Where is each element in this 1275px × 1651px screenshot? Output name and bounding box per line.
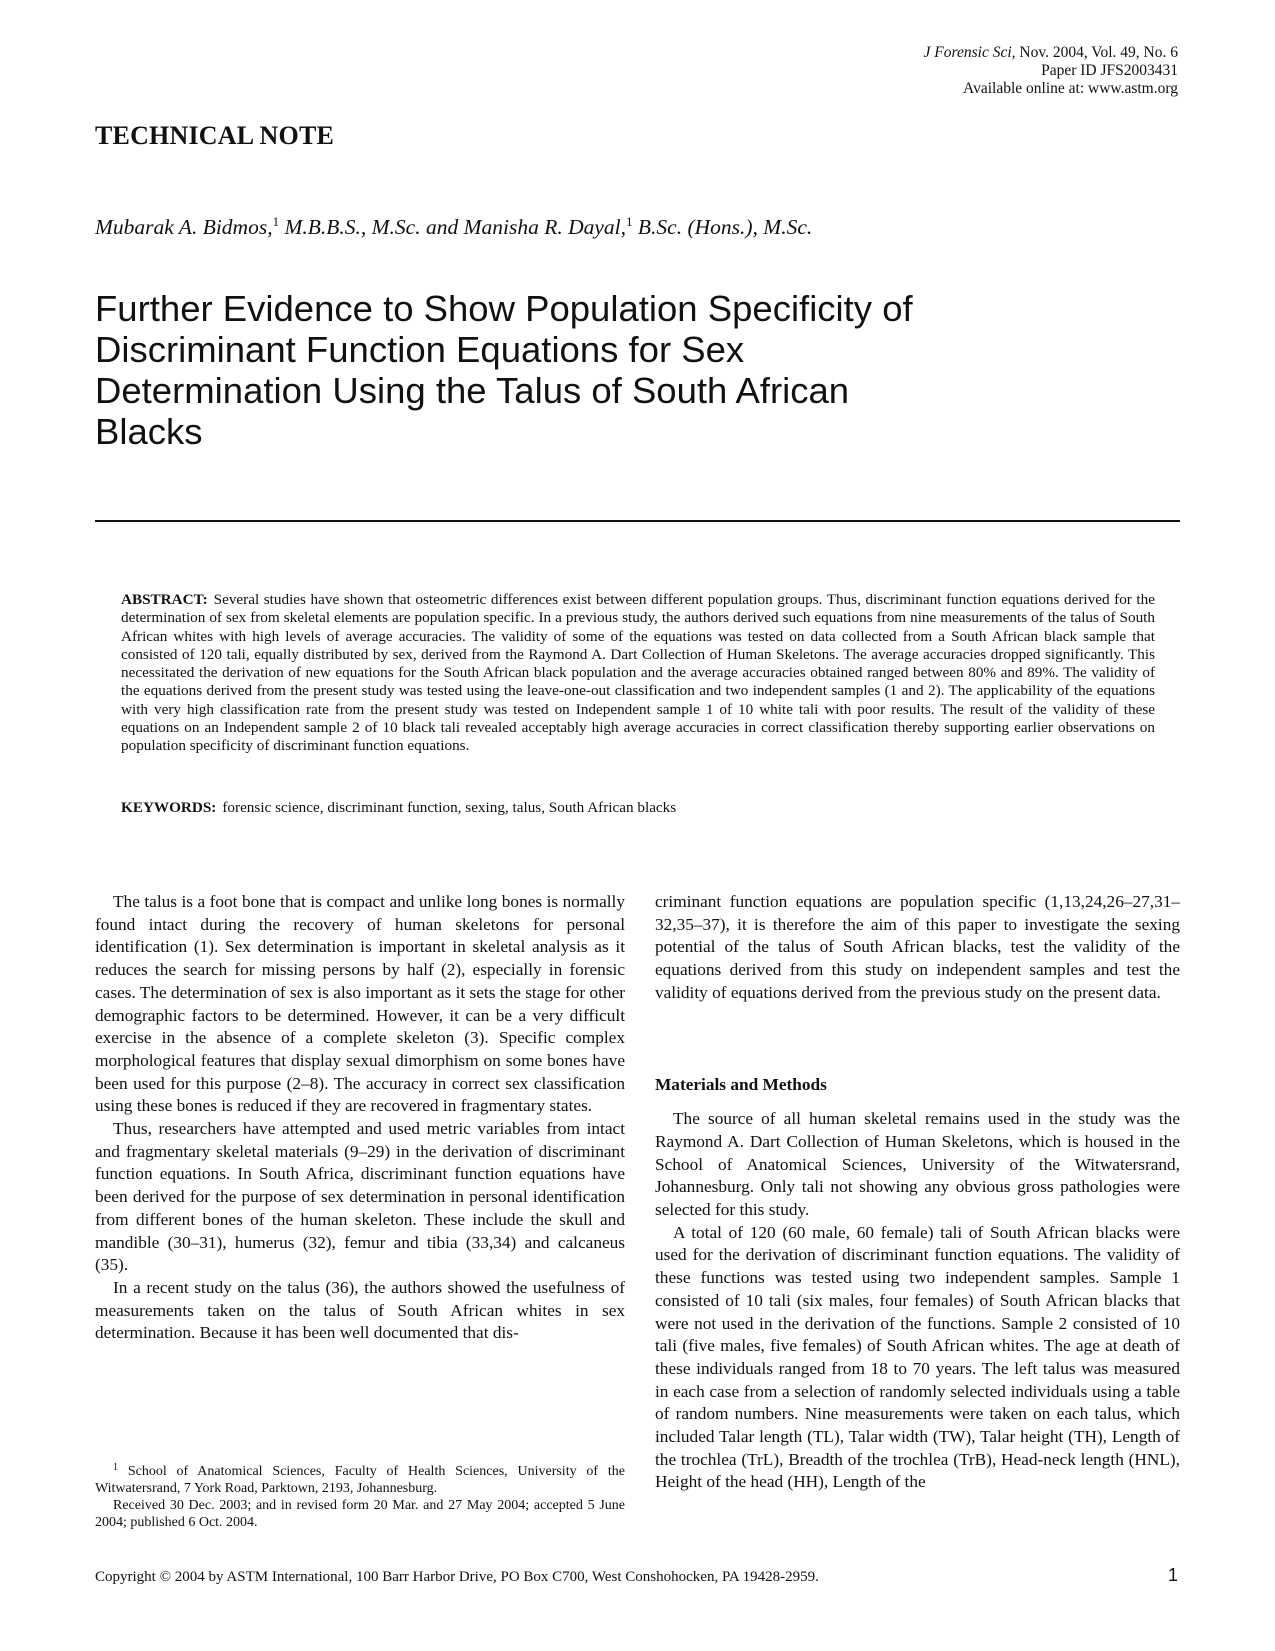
- copyright-line: Copyright © 2004 by ASTM International, 100 Barr Harbor Drive, PO Box C700, West Conshohocken, PA 19428-2959.: [95, 1569, 819, 1585]
- online-availability: Available online at: www.astm.org: [963, 80, 1178, 97]
- paper-id: Paper ID JFS2003431: [1041, 62, 1178, 79]
- journal-name: J Forensic Sci,: [923, 44, 1016, 61]
- body-paragraph-continued: criminant function equations are population specific (1,13,24,26–27,31–32,35–37), it is therefore the aim of this paper to investigate the sexing potential of the talus of South African blacks, test the validity of the equations derived from this study on independent samples and test the validity of equations derived from the previous study on the present data.: [655, 892, 1180, 1002]
- page-number: 1: [1167, 1565, 1178, 1585]
- body-column-right: [655, 891, 1180, 1494]
- affiliation-text: School of Anatomical Sciences, Faculty of Health Sciences, University of the Witwatersrand, 7 York Road, Parktown, 2193, Johannesburg.: [95, 1464, 625, 1496]
- abstract-text: Several studies have shown that osteometric differences exist between different population groups. Thus, discriminant function equations derived for the determination of sex from skeletal elements are population specific. In a previous study, the authors derived such equations from nine measurements of the talus of South African whites with high levels of average accuracies. The validity of some of the equations was tested on data collected from a South African black sample that consisted of 120 tali, equally distributed by sex, derived from the Raymond A. Dart Collection of Human Skeletons. The average accuracies dropped significantly. This necessitated the derivation of new equations for the South African black population and the average accuracies obtained ranged between 80% and 89%. The validity of the equations derived from the present study was tested using the leave-one-out classification and two independent samples (1 and 2). The applicability of the equations with very high classification rate from the present study was tested on Independent sample 1 of 10 white tali with poor results. The result of the validity of these equations on an Independent sample 2 of 10 black tali revealed acceptably high average accuracies in correct classification thereby supporting earlier observations on population specificity of discriminant function equations.: [121, 591, 1155, 755]
- body-column-left: [95, 891, 625, 1345]
- body-paragraph: In a recent study on the talus (36), the authors showed the usefulness of measurements taken on the talus of South African whites in sex determination. Because it has been well documented that dis-: [95, 1277, 625, 1343]
- keywords-label: KEYWORDS:: [121, 799, 217, 816]
- journal-issue: Nov. 2004, Vol. 49, No. 6: [1015, 44, 1178, 61]
- footnote-mark: 1: [113, 1462, 118, 1473]
- section-heading-materials-methods: Materials and Methods: [655, 1074, 827, 1094]
- abstract: [121, 591, 1155, 756]
- author-1-name: Mubarak A. Bidmos,: [95, 215, 273, 239]
- keywords-text: forensic science, discriminant function, sexing, talus, South African blacks: [222, 799, 677, 816]
- author-1-degrees-and-author-2: M.B.B.S., M.Sc. and Manisha R. Dayal,: [279, 215, 627, 239]
- author-1-affiliation-mark: 1: [272, 214, 280, 229]
- footnotes: [95, 1459, 625, 1531]
- author-2-degrees: B.Sc. (Hons.), M.Sc.: [632, 215, 813, 239]
- body-paragraph: The source of all human skeletal remains used in the study was the Raymond A. Dart Collection of Human Skeletons, which is housed in the School of Anatomical Sciences, University of the Witwatersrand, Johannesburg. Only tali not showing any obvious gross pathologies were selected for this study.: [655, 1109, 1180, 1220]
- abstract-label: ABSTRACT:: [121, 591, 208, 608]
- affiliation-footnote: [95, 1459, 625, 1497]
- received-dates: Received 30 Dec. 2003; and in revised form 20 Mar. and 27 May 2004; accepted 5 June 2004; published 6 Oct. 2004.: [95, 1498, 625, 1530]
- paper-title: Further Evidence to Show Population Specificity of Discriminant Function Equations for Sex Determination Using the Talus of South African Blacks: [95, 288, 913, 452]
- author-line: [95, 214, 812, 240]
- journal-masthead: [924, 44, 1178, 98]
- title-divider: [95, 520, 1180, 522]
- body-paragraph: The talus is a foot bone that is compact and unlike long bones is normally found intact during the recovery of human skeletons for personal identification (1). Sex determination is important in skeletal analysis as it reduces the search for missing persons by half (2), especially in forensic cases. The determination of sex is also important as it sets the stage for other demographic factors to be determined. However, it can be a very difficult exercise in the absence of a complete skeleton (3). Specific complex morphological features that display sexual dimorphism on some bones have been used for this purpose (2–8). The accuracy in correct sex classification using these bones is reduced if they are recovered in fragmentary states.: [95, 892, 625, 1116]
- keywords: [121, 799, 676, 817]
- body-paragraph: Thus, researchers have attempted and used metric variables from intact and fragmentary skeletal materials (9–29) in the derivation of discriminant function equations. In South Africa, discriminant function equations have been derived for the purpose of sex determination in personal identification from different bones of the human skeleton. These include the skull and mandible (30–31), humerus (32), femur and tibia (33,34) and calcaneus (35).: [95, 1119, 625, 1275]
- author-2-affiliation-mark: 1: [626, 214, 633, 229]
- journal-citation: [924, 44, 1178, 62]
- body-paragraph: A total of 120 (60 male, 60 female) tali of South African blacks were used for the derivation of discriminant function equations. The validity of these functions was tested using two independent samples. Sample 1 consisted of 10 tali (six males, four females) of South African blacks that were not used in the derivation of the functions. Sample 2 consisted of 10 tali (five males, five females) of South African whites. The age at death of these individuals ranged from 18 to 70 years. The left talus was measured in each case from a selection of randomly selected individuals using a table of random numbers. Nine measurements were taken on each talus, which included Talar length (TL), Talar width (TW), Talar height (TH), Length of the trochlea (TrL), Breadth of the trochlea (TrB), Head-neck length (HNL), Height of the head (HH), Length of the: [655, 1222, 1180, 1492]
- section-label: TECHNICAL NOTE: [95, 121, 335, 150]
